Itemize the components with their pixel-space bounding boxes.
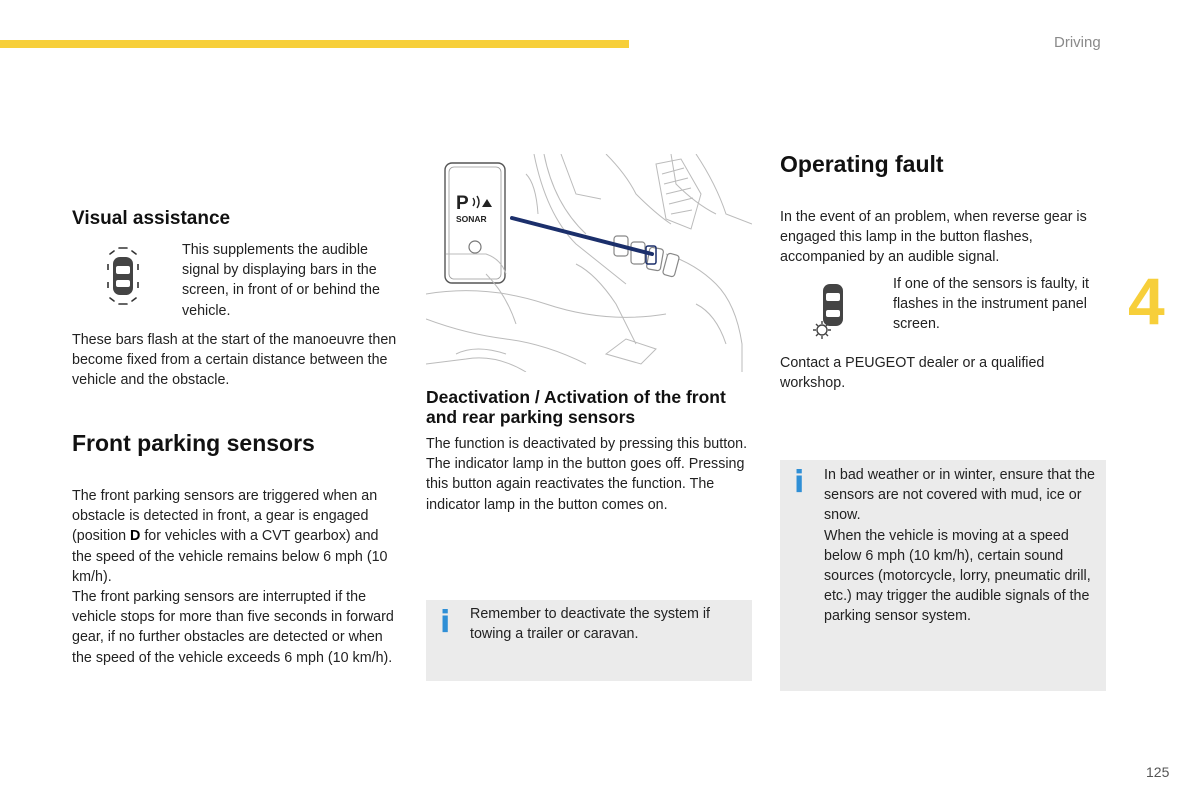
operating-fault-heading: Operating fault: [780, 151, 944, 177]
info-box-towing: [426, 600, 752, 681]
chapter-number: 4: [1128, 264, 1165, 338]
info-icon: i: [440, 605, 451, 640]
info-box-weather: [780, 460, 1106, 691]
sonar-p-label: P: [456, 193, 469, 214]
front-sensors-paragraph-2: The front parking sensors are interrupted if the vehicle stops for more than five seconds in forward gear, if no further obstacles are detected or when the speed of the vehicle exceeds 6 mph (10 km/h).: [72, 589, 394, 666]
front-sensors-heading: Front parking sensors: [72, 430, 315, 456]
info-towing-text: Remember to deactivate the system if towing a trailer or caravan.: [470, 606, 710, 643]
info-weather-text: [824, 465, 1099, 627]
front-sensors-paragraph-1: The front parking sensors are triggered when an obstacle is detected in front, a gear is engaged (position D for vehicles with a CVT gearbox) and the speed of the vehicle remains below 6 mph (10 km/h).: [72, 488, 388, 585]
info-weather-paragraph-1: In bad weather or in winter, ensure that the sensors are not covered with mud, ice or snow.: [824, 467, 1096, 524]
deactivation-body: The function is deactivated by pressing this button. The indicator lamp in the button goes off. Pressing this button again reactivates the function. The indicator lamp in the button comes on.: [426, 436, 748, 513]
visual-assistance-body: These bars flash at the start of the manoeuvre then become fixed from a certain distance between the vehicle and the obstacle.: [72, 332, 397, 389]
front-sensors-body: [72, 486, 402, 668]
gear-position-d: D: [130, 528, 141, 545]
page-number: 125: [1146, 764, 1170, 780]
section-label: Driving: [1054, 34, 1101, 51]
operating-fault-paragraph-2: Contact a PEUGEOT dealer or a qualified workshop.: [780, 355, 1045, 392]
header-accent-bar: [0, 40, 629, 48]
info-weather-paragraph-2: When the vehicle is moving at a speed below 6 mph (10 km/h), certain sound sources (motorcycle, lorry, pneumatic drill, etc.) may trigger the audible signals of the parking sensor system.: [824, 527, 1091, 625]
info-icon: i: [794, 465, 805, 500]
sonar-text-label: SONAR: [456, 214, 487, 224]
car-bars-icon: [100, 244, 146, 308]
visual-assistance-icon-text: This supplements the audible signal by displaying bars in the screen, in front of or behind the vehicle.: [182, 242, 380, 319]
sensor-fault-icon: [810, 280, 856, 344]
deactivation-heading: Deactivation / Activation of the front and rear parking sensors: [426, 387, 726, 427]
operating-fault-paragraph-1: In the event of an problem, when reverse gear is engaged this lamp in the button flashes, accompanied by an audible signal.: [780, 209, 1087, 266]
visual-assistance-heading: Visual assistance: [72, 208, 231, 229]
sensor-fault-icon-text: If one of the sensors is faulty, it flashes in the instrument panel screen.: [893, 276, 1090, 333]
dashboard-illustration: [426, 154, 752, 372]
